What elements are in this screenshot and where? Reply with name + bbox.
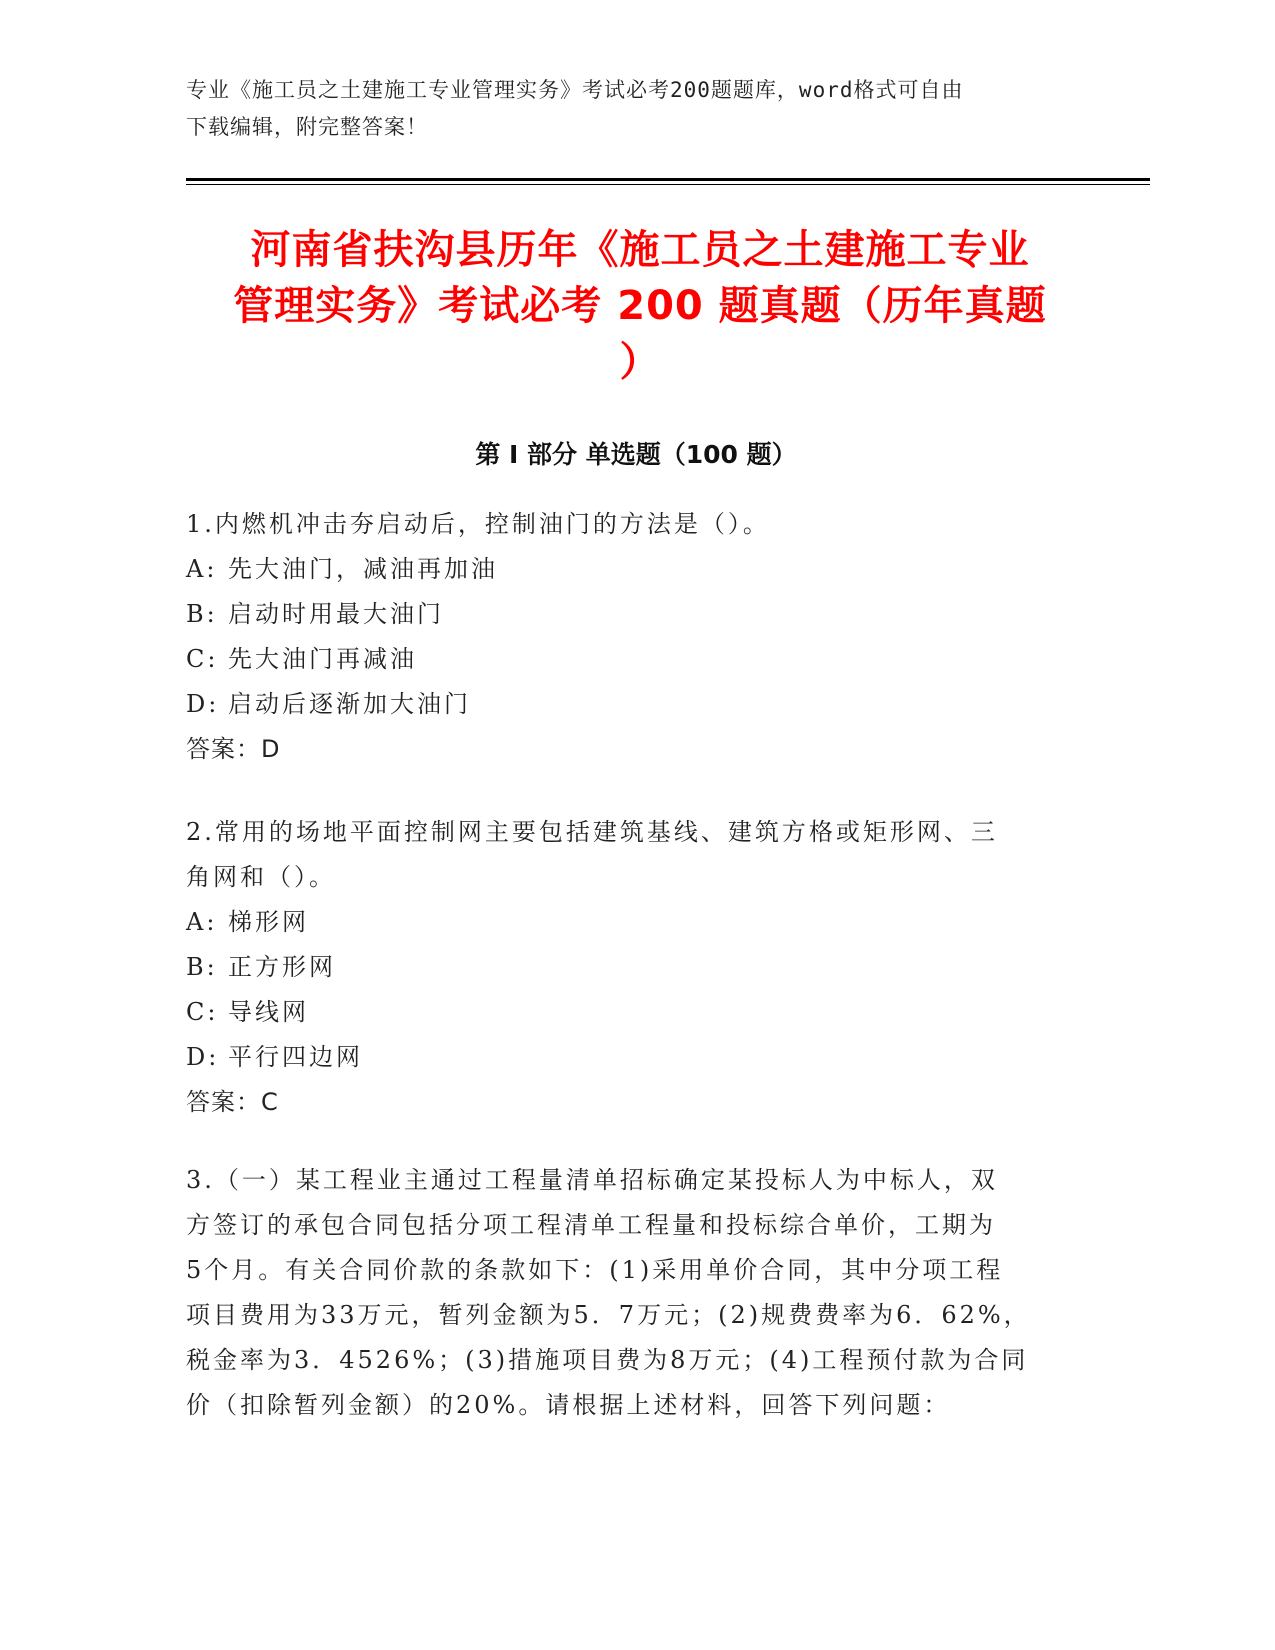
question-stem-line-5: 税金率为3．4526%；(3)措施项目费为8万元；(4)工程预付款为合同	[186, 1346, 1029, 1374]
option-label: A:	[186, 908, 218, 936]
header-note	[186, 72, 1076, 146]
option-label: B:	[186, 953, 218, 981]
option-b	[186, 592, 1066, 637]
question-stem-line-1: 3.（一）某工程业主通过工程量清单招标确定某投标人为中标人，双	[186, 1166, 998, 1194]
option-text: 先大油门，减油再加油	[228, 555, 498, 583]
document-title-line-2: 管理实务》考试必考 200 题真题（历年真题	[233, 283, 1047, 329]
question-stem-line-6: 价（扣除暂列金额）的20%。请根据上述材料，回答下列问题：	[186, 1391, 951, 1419]
option-label: D:	[186, 690, 220, 718]
option-text: 启动时用最大油门	[228, 600, 444, 628]
option-label: A:	[186, 555, 218, 583]
option-d	[186, 1035, 1066, 1080]
section-title: 第 I 部分 单选题（100 题）	[475, 440, 797, 469]
option-text: 平行四边网	[228, 1043, 363, 1071]
answer: 答案：C	[186, 1088, 279, 1116]
header-note-line-2: 下载编辑，附完整答案！	[186, 115, 428, 139]
option-text: 先大油门再减油	[228, 645, 417, 673]
question-stem-line-3: 5个月。有关合同价款的条款如下：(1)采用单价合同，其中分项工程	[186, 1256, 1004, 1284]
answer: 答案：D	[186, 735, 281, 763]
question-stem: 1.内燃机冲击夯启动后，控制油门的方法是（）。	[186, 510, 770, 538]
question-stem-line-1: 2.常用的场地平面控制网主要包括建筑基线、建筑方格或矩形网、三	[186, 818, 998, 846]
header-note-line-1: 专业《施工员之土建施工专业管理实务》考试必考200题题库，word格式可自由	[186, 78, 964, 102]
option-label: D:	[186, 1043, 220, 1071]
document-title-line-1: 河南省扶沟县历年《施工员之土建施工专业	[250, 227, 1030, 273]
option-d	[186, 682, 1066, 727]
option-b	[186, 945, 1066, 990]
question-stem-line-2: 方签订的承包合同包括分项工程清单工程量和投标综合单价，工期为	[186, 1211, 996, 1239]
header-divider-thick	[186, 178, 1150, 181]
option-text: 正方形网	[228, 953, 336, 981]
header-divider-thin	[186, 184, 1150, 185]
option-text: 梯形网	[228, 908, 309, 936]
document-title-line-3: ）	[619, 339, 661, 385]
question-1	[186, 502, 1066, 772]
option-label: C:	[186, 998, 219, 1026]
question-stem-line-2: 角网和（）。	[186, 863, 336, 891]
option-c	[186, 637, 1066, 682]
option-a	[186, 547, 1066, 592]
option-text: 启动后逐渐加大油门	[228, 690, 471, 718]
document-title	[190, 222, 1090, 390]
option-label: B:	[186, 600, 218, 628]
option-a	[186, 900, 1066, 945]
question-stem-line-4: 项目费用为33万元，暂列金额为5．7万元；(2)规费费率为6．62%，	[186, 1301, 1031, 1329]
option-text: 导线网	[228, 998, 309, 1026]
option-label: C:	[186, 645, 219, 673]
question-3	[186, 1158, 1066, 1428]
option-c	[186, 990, 1066, 1035]
question-2	[186, 810, 1066, 1125]
